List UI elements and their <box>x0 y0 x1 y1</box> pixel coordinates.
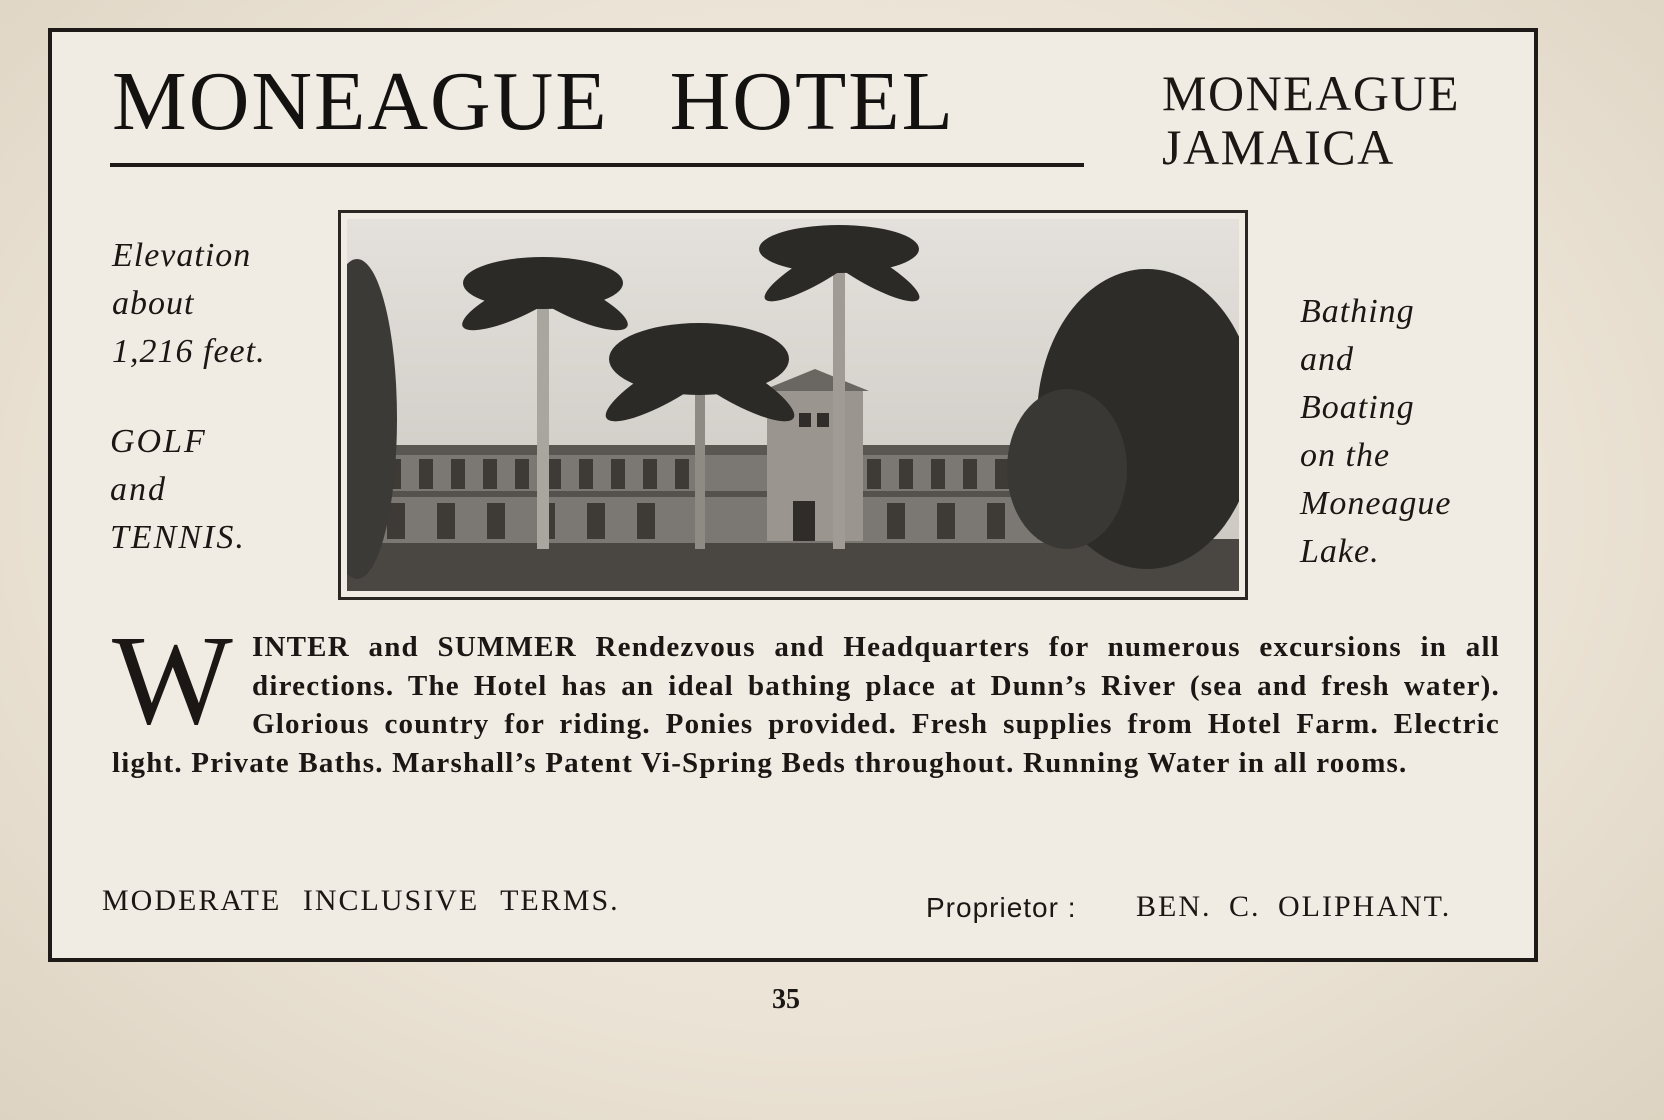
bathing-note <box>1300 288 1452 576</box>
sports-line: TENNIS. <box>110 519 246 556</box>
terms-note: MODERATE INCLUSIVE TERMS. <box>102 884 620 917</box>
hotel-description <box>112 609 1500 782</box>
bathing-line: on the <box>1300 437 1391 474</box>
hotel-photo-image <box>347 219 1239 591</box>
description-text: INTER and SUMMER Rendezvous and Headquarters for numerous excursions in all directions. The Hotel has an ideal bathing place at Dunn’s River (sea and fresh water). Glorious country for riding. Ponies provided. Fresh supplies from Hotel Farm. Electric light. Private Baths. Marshall’s Patent Vi-Spring Beds throughout. Running Water in all rooms. <box>112 631 1500 779</box>
proprietor-label: Proprietor : <box>926 892 1077 923</box>
hotel-title: MONEAGUE HOTEL <box>112 55 955 148</box>
title-underline <box>110 163 1084 167</box>
hotel-photograph <box>338 210 1248 600</box>
elevation-line: Elevation <box>112 237 252 274</box>
sports-line: and <box>110 471 167 508</box>
elevation-line: 1,216 feet. <box>112 333 266 370</box>
sports-line: GOLF <box>110 423 207 460</box>
location-line: MONEAGUE <box>1162 65 1461 121</box>
drop-cap: W <box>112 609 235 751</box>
bathing-line: Bathing <box>1300 293 1415 330</box>
elevation-note <box>112 232 266 376</box>
bathing-line: Lake. <box>1300 533 1380 570</box>
page-number: 35 <box>772 984 800 1015</box>
bathing-line: Moneague <box>1300 485 1452 522</box>
elevation-line: about <box>112 285 195 322</box>
bathing-line: and <box>1300 341 1354 378</box>
hotel-location <box>1162 66 1460 174</box>
bathing-line: Boating <box>1300 389 1415 426</box>
sports-note <box>110 418 246 562</box>
proprietor-name: BEN. C. OLIPHANT. <box>1136 890 1452 923</box>
location-line: JAMAICA <box>1162 119 1395 175</box>
